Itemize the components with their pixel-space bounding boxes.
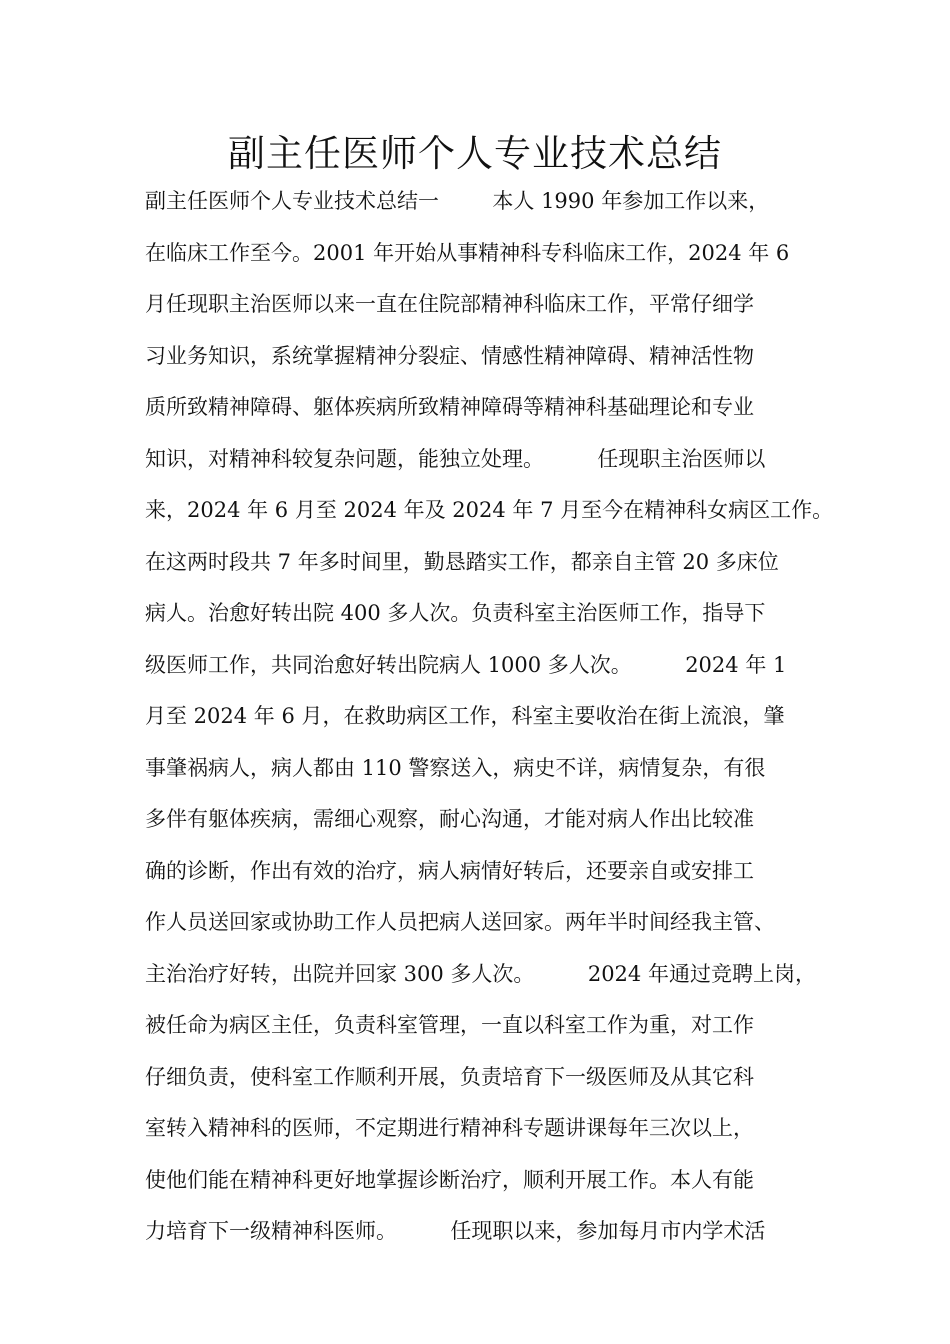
body-line: 主治治疗好转，出院并回家 300 多人次。 2024 年通过竞聘上岗，: [145, 961, 816, 986]
body-line: 使他们能在精神科更好地掌握诊断治疗，顺利开展工作。本人有能: [145, 1167, 754, 1192]
body-line: 质所致精神障碍、躯体疾病所致精神障碍等精神科基础理论和专业: [145, 395, 754, 419]
body-line: 事肇祸病人，病人都由 110 警察送入，病史不详，病情复杂，有很: [145, 755, 766, 780]
body-line: 力培育下一级精神科医师。 任现职以来，参加每月市内学术活: [145, 1219, 766, 1243]
body-line: 级医师工作，共同治愈好转出院病人 1000 多人次。 2024 年 1: [145, 652, 787, 677]
body-line: 被任命为病区主任，负责科室管理，一直以科室工作为重，对工作: [145, 1013, 754, 1037]
body-line: 多伴有躯体疾病，需细心观察，耐心沟通，才能对病人作出比较准: [145, 807, 754, 831]
body-line: 在临床工作至今。2001 年开始从事精神科专科临床工作，2024 年 6: [145, 240, 790, 265]
body-line: 知识，对精神科较复杂问题，能独立处理。 任现职主治医师以: [145, 446, 766, 471]
body-line: 病人。治愈好转出院 400 多人次。负责科室主治医师工作，指导下: [145, 601, 766, 625]
body-line: 在这两时段共 7 年多时间里，勤恳踏实工作，都亲自主管 20 多床位: [145, 549, 779, 574]
body-line: 作人员送回家或协助工作人员把病人送回家。两年半时间经我主管、: [145, 910, 775, 934]
body-line: 习业务知识，系统掌握精神分裂症、情感性精神障碍、精神活性物: [145, 343, 754, 368]
body-line: 确的诊断，作出有效的治疗，病人病情好转后，还要亲自或安排工: [145, 858, 754, 883]
body-line: 副主任医师个人专业技术总结一 本人 1990 年参加工作以来，: [145, 189, 770, 213]
body-line: 月至 2024 年 6 月，在救助病区工作，科室主要收治在街上流浪，肇: [145, 704, 785, 728]
body-line: 月任现职主治医师以来一直在住院部精神科临床工作，平常仔细学: [145, 292, 754, 316]
document-title: 副主任医师个人专业技术总结: [228, 132, 722, 175]
body-line: 来，2024 年 6 月至 2024 年及 2024 年 7 月至今在精神科女病区工作。: [145, 498, 834, 522]
body-line: 室转入精神科的医师，不定期进行精神科专题讲课每年三次以上，: [145, 1116, 754, 1140]
document-body: [145, 178, 835, 1260]
body-line: 仔细负责，使科室工作顺利开展，负责培育下一级医师及从其它科: [145, 1064, 754, 1089]
